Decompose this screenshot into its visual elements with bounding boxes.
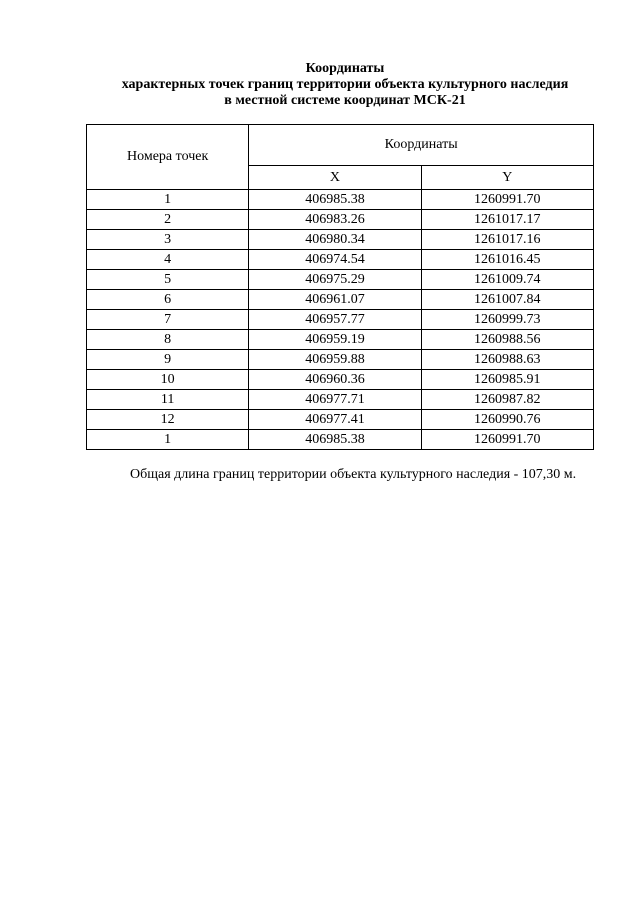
y-coordinate-cell: 1260999.73 [421,310,593,330]
table-body [87,190,594,450]
y-coordinate-cell: 1261016.45 [421,250,593,270]
table-row [87,290,594,310]
x-coordinate-cell: 406985.38 [249,430,421,450]
y-coordinate-cell: 1260988.56 [421,330,593,350]
y-coordinate-cell: 1261017.17 [421,210,593,230]
point-number-cell: 6 [87,290,249,310]
point-number-cell: 7 [87,310,249,330]
x-coordinate-cell: 406983.26 [249,210,421,230]
table-row [87,250,594,270]
point-number-cell: 11 [87,390,249,410]
point-number-cell: 5 [87,270,249,290]
y-coordinate-cell: 1260990.76 [421,410,593,430]
point-number-cell: 8 [87,330,249,350]
y-coordinate-cell: 1260985.91 [421,370,593,390]
x-coordinate-cell: 406980.34 [249,230,421,250]
table-row [87,270,594,290]
title-line-2: характерных точек границ территории объекта культурного наследия [121,77,569,92]
title-line-3: в местной системе координат МСК-21 [224,93,466,108]
x-coordinate-cell: 406985.38 [249,190,421,210]
point-number-cell: 1 [87,430,249,450]
table-row [87,310,594,330]
x-coordinate-cell: 406977.71 [249,390,421,410]
point-number-cell: 12 [87,410,249,430]
table-row [87,350,594,370]
table-row [87,430,594,450]
header-point-numbers: Номера точек [87,125,249,190]
x-coordinate-cell: 406957.77 [249,310,421,330]
header-y: Y [421,166,593,190]
x-coordinate-cell: 406959.88 [249,350,421,370]
x-coordinate-cell: 406959.19 [249,330,421,350]
y-coordinate-cell: 1260987.82 [421,390,593,410]
point-number-cell: 4 [87,250,249,270]
table-row [87,390,594,410]
table-row [87,230,594,250]
y-coordinate-cell: 1260988.63 [421,350,593,370]
coordinates-table [86,124,594,450]
title-line-1: Координаты [305,61,385,76]
table-row [87,370,594,390]
header-coordinates: Координаты [249,125,594,166]
y-coordinate-cell: 1260991.70 [421,190,593,210]
point-number-cell: 2 [87,210,249,230]
table-row [87,410,594,430]
y-coordinate-cell: 1261017.16 [421,230,593,250]
table-row [87,190,594,210]
x-coordinate-cell: 406977.41 [249,410,421,430]
page-title [0,61,640,109]
x-coordinate-cell: 406975.29 [249,270,421,290]
boundary-length-summary: Общая длина границ территории объекта культурного наследия - 107,30 м. [130,467,577,482]
header-x: X [249,166,421,190]
table-row [87,330,594,350]
x-coordinate-cell: 406961.07 [249,290,421,310]
x-coordinate-cell: 406974.54 [249,250,421,270]
x-coordinate-cell: 406960.36 [249,370,421,390]
point-number-cell: 3 [87,230,249,250]
table-row [87,210,594,230]
y-coordinate-cell: 1260991.70 [421,430,593,450]
y-coordinate-cell: 1261007.84 [421,290,593,310]
point-number-cell: 10 [87,370,249,390]
point-number-cell: 9 [87,350,249,370]
point-number-cell: 1 [87,190,249,210]
y-coordinate-cell: 1261009.74 [421,270,593,290]
